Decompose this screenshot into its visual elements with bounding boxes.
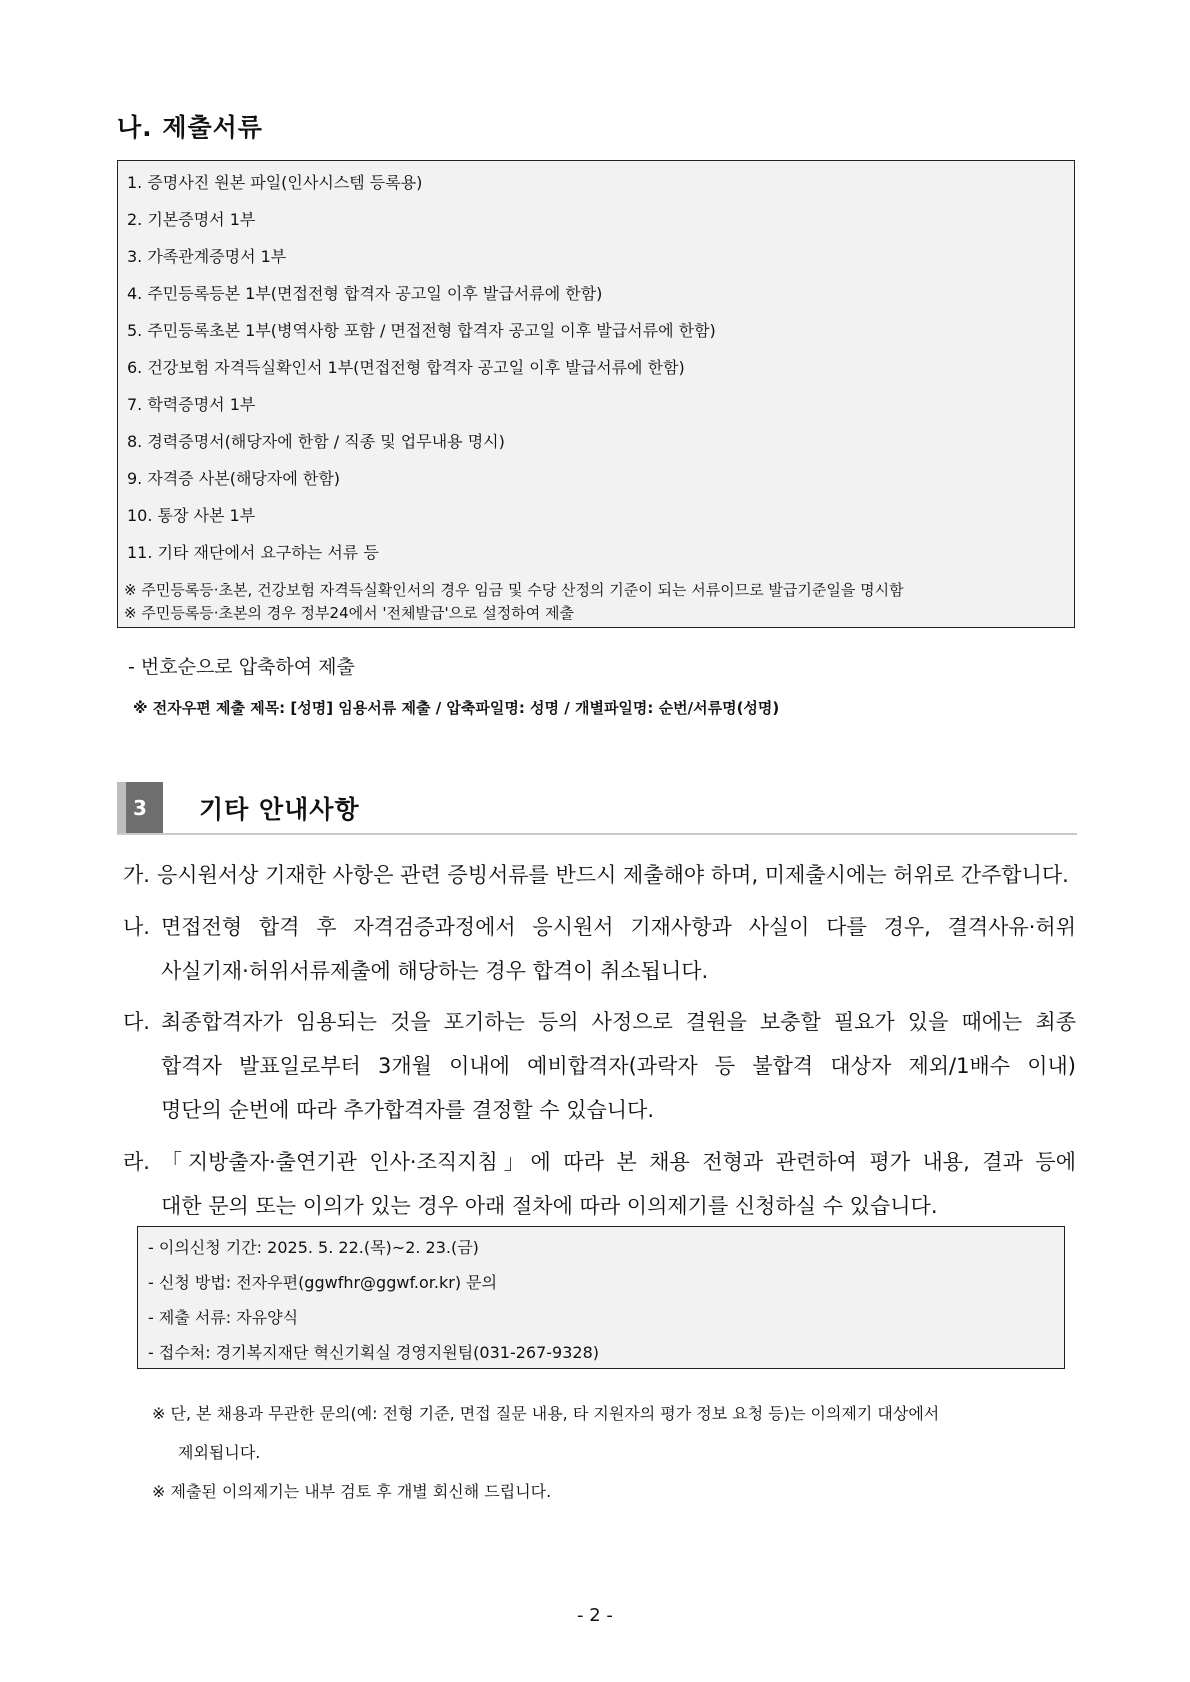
guide-label: 가.: [123, 863, 150, 887]
document-item: 1. 증명사진 원본 파일(인사시스템 등록용): [127, 173, 423, 192]
page-number: - 2 -: [577, 1605, 613, 1626]
guide-item-ga: [123, 853, 1078, 897]
section-title: 기타 안내사항: [199, 795, 360, 824]
exclusion-note: ※ 단, 본 채용과 무관한 문의(예: 전형 기준, 면접 질문 내용, 타 지원자의 평가 정보 요청 등)는 이의제기 대상에서: [152, 1404, 940, 1423]
guide-line: 최종합격자가 임용되는 것을 포기하는 등의 사정으로 결원을 보충할 필요가 있을 때에는 최종: [161, 1010, 1076, 1034]
document-item: 11. 기타 재단에서 요구하는 서류 등: [127, 543, 379, 562]
guide-line: 응시원서상 기재한 사항은 관련 증빙서류를 반드시 제출해야 하며, 미제출시에는 허위로 간주합니다.: [157, 863, 1069, 887]
guide-line: 사실기재·허위서류제출에 해당하는 경우 합격이 취소됩니다.: [161, 959, 709, 983]
appeal-info-item: - 접수처: 경기복지재단 혁신기획실 경영지원팀(031-267-9328): [148, 1343, 600, 1362]
guide-item-da: [123, 1000, 1078, 1132]
reply-note: ※ 제출된 이의제기는 내부 검토 후 개별 회신해 드립니다.: [152, 1482, 552, 1501]
email-subject-note: ※ 전자우편 제출 제목: [성명] 임용서류 제출 / 압축파일명: 성명 / 개별파일명: 순번/서류명(성명): [133, 699, 780, 717]
document-item: 9. 자격증 사본(해당자에 한함): [127, 469, 341, 488]
guide-line: 명단의 순번에 따라 추가합격자를 결정할 수 있습니다.: [161, 1098, 655, 1122]
guide-label: 라.: [123, 1150, 150, 1174]
compress-instruction: - 번호순으로 압축하여 제출: [128, 656, 355, 678]
guide-line: 「지방출자·출연기관 인사·조직지침」에 따라 본 채용 전형과 관련하여 평가 내용, 결과 등에: [161, 1150, 1076, 1174]
document-item: 6. 건강보험 자격득실확인서 1부(면접전형 합격자 공고일 이후 발급서류에 한함): [127, 358, 685, 377]
guide-label: 나.: [123, 915, 150, 939]
document-note: ※ 주민등록등·초본, 건강보험 자격득실확인서의 경우 임금 및 수당 산정의 기준이 되는 서류이므로 발급기준일을 명시함: [124, 581, 904, 599]
appeal-info-item: - 제출 서류: 자유양식: [148, 1308, 299, 1327]
guide-item-na: [123, 905, 1078, 993]
section-divider: [117, 833, 1077, 835]
document-item: 7. 학력증명서 1부: [127, 395, 256, 414]
document-item: 8. 경력증명서(해당자에 한함 / 직종 및 업무내용 명시): [127, 432, 505, 451]
appeal-info-box: [137, 1226, 1065, 1369]
guide-line: 면접전형 합격 후 자격검증과정에서 응시원서 기재사항과 사실이 다를 경우, 결격사유·허위: [161, 915, 1076, 939]
section-heading-documents: 나. 제출서류: [117, 113, 263, 142]
documents-box: [117, 160, 1075, 628]
document-item: 3. 가족관계증명서 1부: [127, 247, 287, 266]
appeal-info-item: - 이의신청 기간: 2025. 5. 22.(목)~2. 23.(금): [148, 1238, 479, 1257]
section-number: 3: [133, 796, 147, 820]
appeal-info-item: - 신청 방법: 전자우편(ggwfhr@ggwf.or.kr) 문의: [148, 1273, 498, 1292]
document-item: 5. 주민등록초본 1부(병역사항 포함 / 면접전형 합격자 공고일 이후 발급서류에 한함): [127, 321, 716, 340]
exclusion-note-continued: 제외됩니다.: [178, 1443, 261, 1462]
document-note: ※ 주민등록등·초본의 경우 정부24에서 '전체발급'으로 설정하여 제출: [124, 604, 575, 622]
guide-line: 대한 문의 또는 이의가 있는 경우 아래 절차에 따라 이의제기를 신청하실 수 있습니다.: [161, 1194, 938, 1218]
guide-item-ra: [123, 1140, 1078, 1228]
document-item: 2. 기본증명서 1부: [127, 210, 256, 229]
section-accent-bar: [117, 782, 126, 834]
document-item: 4. 주민등록등본 1부(면접전형 합격자 공고일 이후 발급서류에 한함): [127, 284, 603, 303]
guide-line: 합격자 발표일로부터 3개월 이내에 예비합격자(과락자 등 불합격 대상자 제외/1배수 이내): [161, 1054, 1076, 1078]
document-item: 10. 통장 사본 1부: [127, 506, 256, 525]
guide-label: 다.: [123, 1010, 150, 1034]
